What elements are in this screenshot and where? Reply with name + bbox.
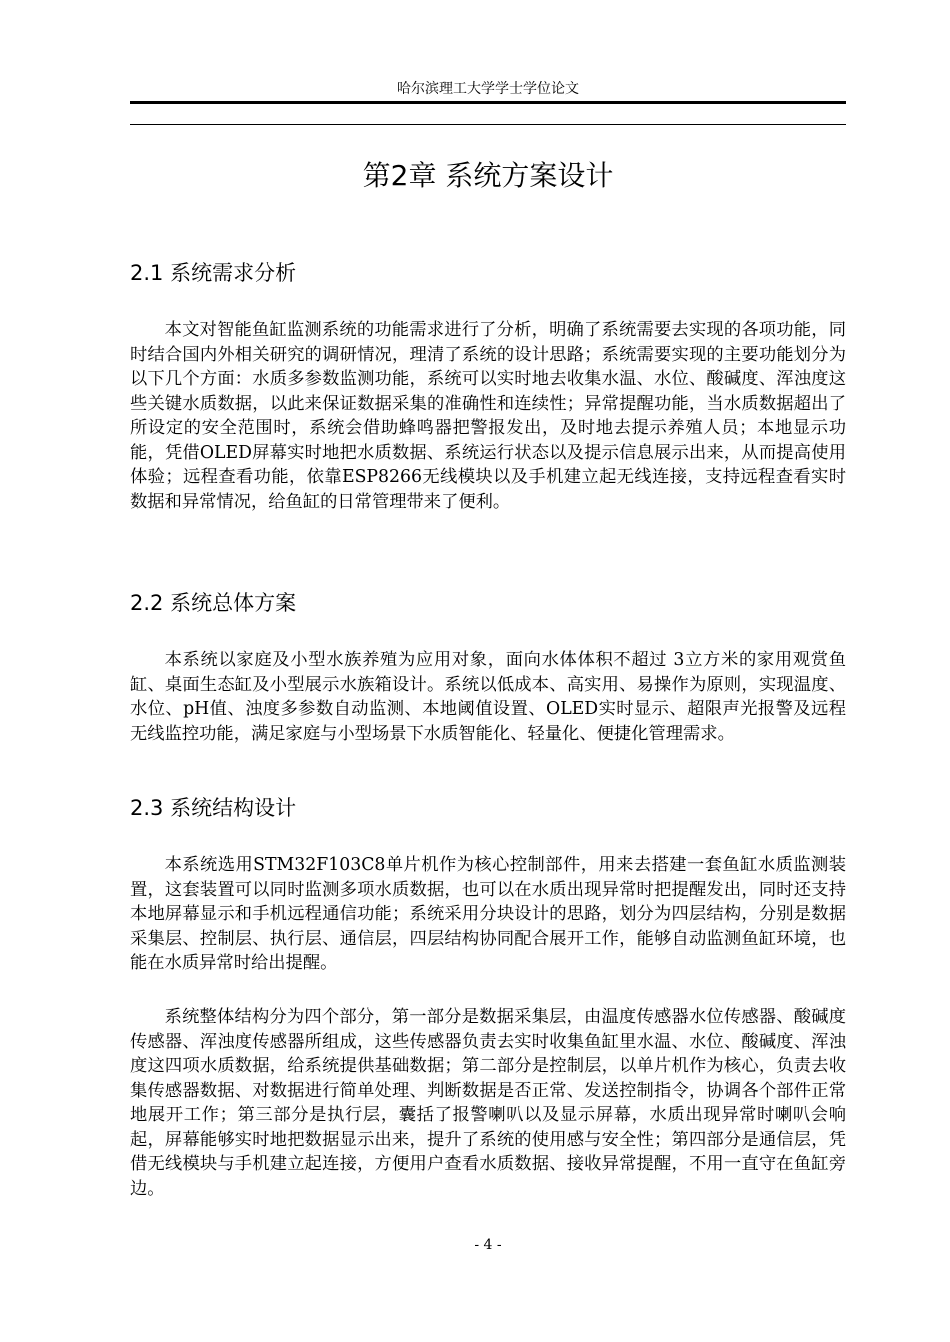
header-rule-thick: [130, 101, 846, 104]
section-heading-2-3: 2.3 系统结构设计: [130, 796, 297, 820]
chapter-title: 第2章 系统方案设计: [362, 159, 614, 192]
paragraph-2-2: 本系统以家庭及小型水族养殖为应用对象，面向水体体积不超过 3立方米的家用观赏鱼缸、桌面生态缸及小型展示水族箱设计。系统以低成本、高实用、易操作为原则，实现温度、水位、pH值、浊度多参数自动监测、本地阈值设置、OLED实时显示、超限声光报警及远程无线监控功能，满足家庭与小型场景下水质智能化、轻量化、便捷化管理需求。: [130, 650, 846, 744]
page-header: 哈尔滨理工大学学士学位论文: [397, 81, 579, 97]
paragraph-2-1: 本文对智能鱼缸监测系统的功能需求进行了分析，明确了系统需要去实现的各项功能，同时结合国内外相关研究的调研情况，理清了系统的设计思路；系统需要实现的主要功能划分为以下几个方面：水质多参数监测功能，系统可以实时地去收集水温、水位、酸碱度、浑浊度这些关键水质数据，以此来保证数据采集的准确性和连续性；异常提醒功能，当水质数据超出了所设定的安全范围时，系统会借助蜂鸣器把警报发出，及时地去提示养殖人员；本地显示功能，凭借OLED屏幕实时地把水质数据、系统运行状态以及提示信息展示出来，从而提高使用体验；远程查看功能，依靠ESP8266无线模块以及手机建立起无线连接，支持远程查看实时数据和异常情况，给鱼缸的日常管理带来了便利。: [130, 320, 846, 512]
paragraph-2-3-b: 系统整体结构分为四个部分，第一部分是数据采集层，由温度传感器水位传感器、酸碱度传感器、浑浊度传感器所组成，这些传感器负责去实时收集鱼缸里水温、水位、酸碱度、浑浊度这四项水质数据，给系统提供基础数据；第二部分是控制层，以单片机作为核心，负责去收集传感器数据、对数据进行简单处理、判断数据是否正常、发送控制指令，协调各个部件正常地展开工作；第三部分是执行层，囊括了报警喇叭以及显示屏幕，水质出现异常时喇叭会响起，屏幕能够实时地把数据显示出来，提升了系统的使用感与安全性；第四部分是通信层，凭借无线模块与手机建立起连接，方便用户查看水质数据、接收异常提醒，不用一直守在鱼缸旁边。: [130, 1007, 846, 1199]
section-heading-2-1: 2.1 系统需求分析: [130, 261, 297, 285]
page-number: - 4 -: [474, 1237, 502, 1253]
paragraph-2-3-a: 本系统选用STM32F103C8单片机作为核心控制部件，用来去搭建一套鱼缸水质监测装置，这套装置可以同时监测多项水质数据，也可以在水质出现异常时把提醒发出，同时还支持本地屏幕显示和手机远程通信功能；系统采用分块设计的思路，划分为四层结构，分别是数据采集层、控制层、执行层、通信层，四层结构协同配合展开工作，能够自动监测鱼缸环境，也能在水质异常时给出提醒。: [130, 855, 846, 973]
header-rule-thin: [130, 124, 846, 125]
section-heading-2-2: 2.2 系统总体方案: [130, 591, 297, 615]
